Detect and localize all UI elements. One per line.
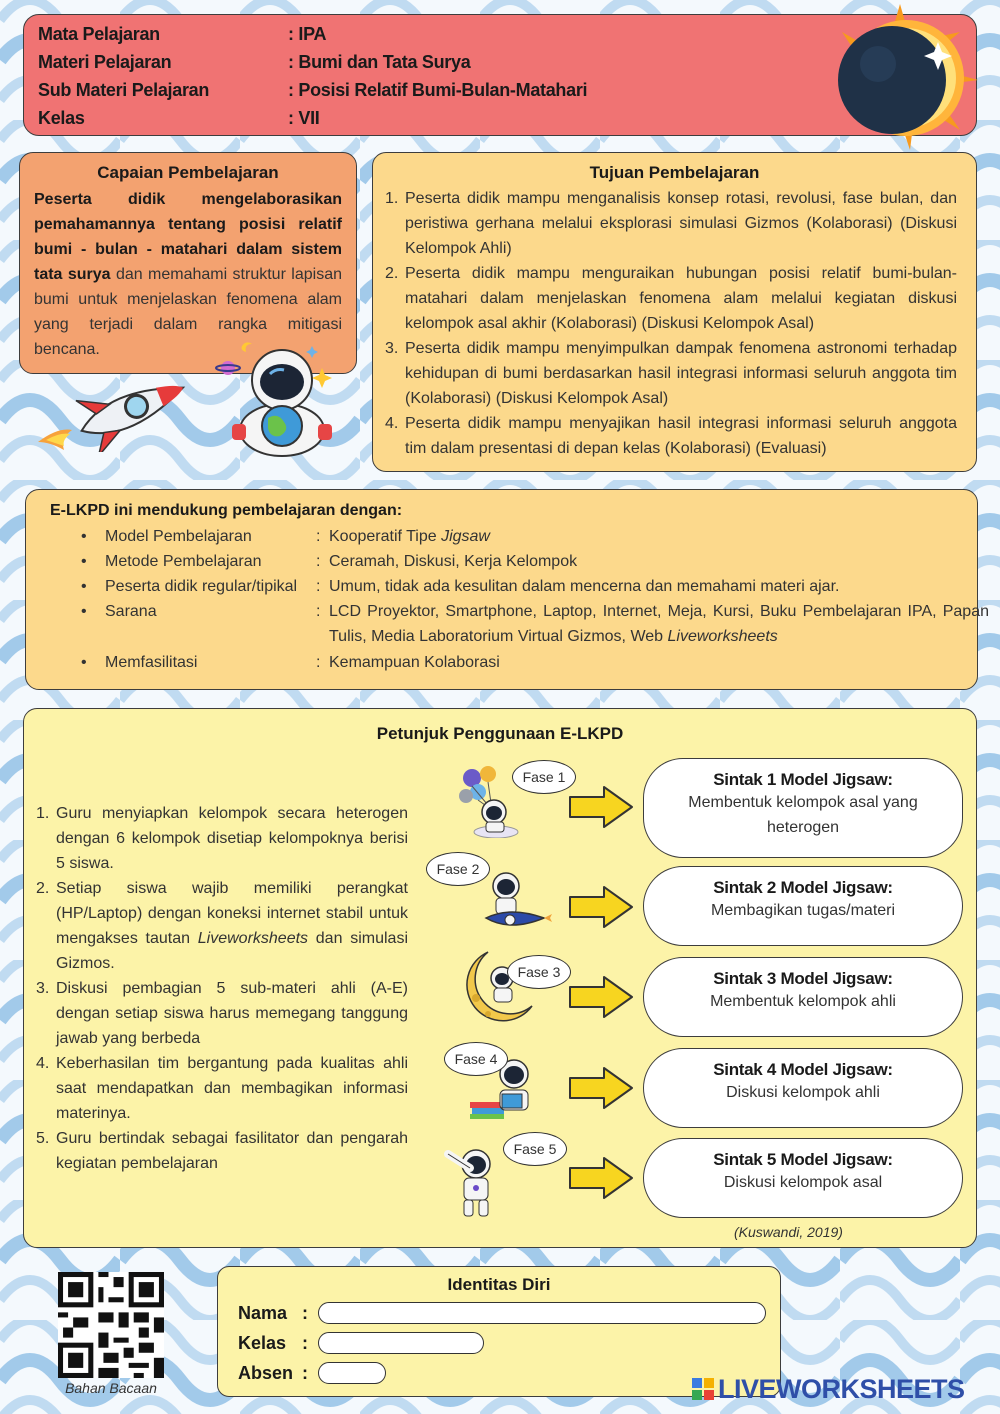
header-value: : IPA: [288, 24, 327, 44]
phase-bubble: Fase 2: [426, 852, 490, 886]
list-item-number: 3.: [385, 340, 399, 357]
list-item-text: Guru bertindak sebagai fasilitator dan pengarah kegiatan pembelajaran: [56, 1130, 408, 1172]
qr-caption: Bahan Bacaan: [65, 1380, 157, 1396]
petunjuk-title: Petunjuk Penggunaan E-LKPD: [376, 724, 624, 743]
absen-label: Absen: [238, 1363, 294, 1383]
header-value: : Bumi dan Tata Surya: [288, 52, 471, 72]
arrow-right-icon: [568, 785, 634, 829]
elkpd-row-value: Ceramah, Diskusi, Kerja Kelompok: [329, 553, 578, 570]
rocket-icon: [38, 372, 198, 452]
sintak-title: Sintak 2 Model Jigsaw:: [713, 878, 893, 897]
list-item: [24, 1126, 408, 1176]
bullet: •: [81, 603, 87, 620]
tujuan-title: Tujuan Pembelajaran: [589, 163, 760, 182]
sintak-desc: Diskusi kelompok asal: [723, 1174, 883, 1191]
elkpd-row-label: Peserta didik regular/tipikal: [105, 578, 298, 595]
list-item-text: Peserta didik mampu menyimpulkan dampak fenomena astronomi terhadap kehidupan di bumi berdasarkan hasil integrasi informasi seluruh anggota tim (Kolaborasi) (Diskusi Kelompok Asal): [405, 340, 957, 407]
elkpd-row-label: Model Pembelajaran: [105, 528, 252, 545]
qr-code[interactable]: [58, 1272, 164, 1378]
sintak-desc: Diskusi kelompok ahli: [726, 1084, 880, 1101]
value-italic: Jigsaw: [441, 528, 490, 545]
nama-input[interactable]: [318, 1302, 766, 1324]
list-item-text: Peserta didik mampu menganalisis konsep rotasi, revolusi, fase bulan, dan peristiwa gerhana melalui eksplorasi simulasi Gizmos (Kolaborasi) (Diskusi Kelompok Ahli): [405, 190, 957, 257]
colon: :: [302, 1363, 308, 1383]
elkpd-row-value: Kemampuan Kolaborasi: [329, 654, 500, 671]
list-item: [373, 186, 957, 261]
eclipse-icon: [820, 2, 980, 152]
capaian-rest-text: dan memahami struktur lapisan bumi untuk menjelaskan fenomena alam yang terjadi dalam rangka mitigasi bencana.: [34, 266, 343, 358]
header-label: Mata Pelajaran: [38, 24, 160, 44]
phase-bubble: Fase 3: [507, 955, 571, 989]
elkpd-row-value: Umum, tidak ada kesulitan dalam mencerna dan memahami materi ajar.: [329, 578, 840, 595]
arrow-right-icon: [568, 1156, 634, 1200]
colon: :: [316, 553, 321, 570]
liveworksheets-logo-icon: [692, 1378, 714, 1400]
arrow-right-icon: [568, 1066, 634, 1110]
list-item-number: 1.: [36, 805, 50, 822]
absen-input[interactable]: [318, 1362, 386, 1384]
list-item-text: Peserta didik mampu menguraikan hubungan posisi relatif bumi-bulan-matahari dalam menjelaskan fenomena alam melalui kegiatan diskusi kelompok asal akhir (Kolaborasi) (Diskusi Kelompok Asal): [405, 265, 957, 332]
sintak-card: [643, 957, 963, 1037]
phase-bubble: Fase 1: [512, 760, 576, 794]
astronaut-globe-icon: [212, 338, 352, 458]
header-label: Sub Materi Pelajaran: [38, 80, 210, 100]
petunjuk-list: [24, 801, 408, 1176]
list-item-number: 2.: [385, 265, 399, 282]
identitas-title: Identitas Diri: [447, 1275, 551, 1294]
arrow-right-icon: [568, 975, 634, 1019]
elkpd-panel: [25, 489, 989, 690]
list-item: [373, 336, 957, 411]
list-item-text: Setiap siswa wajib memiliki perangkat (HP/Laptop) dengan koneksi internet stabil untuk mengakses tautan: [56, 880, 408, 947]
capaian-text: [34, 187, 342, 362]
capaian-bold-text: Peserta didik mengelaborasikan pemahamannya tentang posisi relatif bumi - bulan - matahari dalam sistem tata surya: [34, 191, 342, 283]
list-item-number: 5.: [36, 1130, 50, 1147]
colon: :: [302, 1303, 308, 1323]
sintak-desc: Membentuk kelompok asal yang heterogen: [688, 794, 918, 836]
liveworksheets-logo-text: LIVEWORKSHEETS: [718, 1374, 965, 1404]
list-item-number: 4.: [385, 415, 399, 432]
list-item-number: 3.: [36, 980, 50, 997]
header-label: Kelas: [38, 108, 85, 128]
colon: :: [316, 603, 321, 620]
bullet: •: [81, 654, 87, 671]
bullet: •: [81, 578, 87, 595]
list-item-text: Peserta didik mampu menyajikan hasil integrasi informasi seluruh anggota tim dalam presentasi di depan kelas (Kolaborasi) (Evaluasi): [405, 415, 957, 457]
header-value: : VII: [288, 108, 320, 128]
value-italic: Liveworksheets: [667, 628, 778, 645]
list-item-number: 2.: [36, 880, 50, 897]
arrow-right-icon: [568, 885, 634, 929]
astronaut-rocket-icon: [470, 870, 554, 936]
kelas-input[interactable]: [318, 1332, 484, 1354]
phase-bubble: Fase 5: [503, 1132, 567, 1166]
list-item: [373, 411, 957, 461]
list-item-number: 4.: [36, 1055, 50, 1072]
phase-bubble: Fase 4: [444, 1042, 508, 1076]
bullet: •: [81, 528, 87, 545]
elkpd-row-label: Metode Pembelajaran: [105, 553, 262, 570]
list-item-text: dan simulasi Gizmos.: [56, 930, 408, 972]
sintak-card: [643, 1048, 963, 1128]
sintak-desc: Membentuk kelompok ahli: [710, 993, 896, 1010]
sintak-card: [643, 866, 963, 946]
elkpd-row-value: [329, 524, 989, 549]
tujuan-panel: [372, 152, 977, 472]
list-item: [24, 976, 408, 1051]
list-item: [24, 876, 408, 976]
sintak-card: [643, 758, 963, 858]
header-label: Materi Pelajaran: [38, 52, 172, 72]
header-value: : Posisi Relatif Bumi-Bulan-Matahari: [288, 80, 588, 100]
elkpd-row-value: [329, 599, 989, 649]
list-item-number: 1.: [385, 190, 399, 207]
colon: :: [316, 578, 321, 595]
colon: :: [316, 528, 321, 545]
elkpd-title: E-LKPD ini mendukung pembelajaran dengan:: [50, 502, 403, 519]
tujuan-list: [373, 186, 957, 461]
sintak-desc: Membagikan tugas/materi: [710, 902, 896, 919]
sintak-title: Sintak 1 Model Jigsaw:: [713, 770, 893, 789]
bullet: •: [81, 553, 87, 570]
value-text: Kooperatif Tipe: [329, 528, 442, 545]
sintak-title: Sintak 4 Model Jigsaw:: [713, 1060, 893, 1079]
capaian-title: Capaian Pembelajaran: [97, 163, 279, 182]
citation: (Kuswandi, 2019): [734, 1224, 843, 1240]
elkpd-row-label: Memfasilitasi: [105, 654, 198, 671]
list-item: [24, 801, 408, 876]
list-item-text: Guru menyiapkan kelompok secara heterogen dengan 6 kelompok disetiap kelompoknya berisi 5 siswa.: [56, 805, 408, 872]
sintak-card: [643, 1138, 963, 1218]
list-item-italic: Liveworksheets: [197, 930, 309, 947]
kelas-label: Kelas: [238, 1333, 287, 1353]
colon: :: [316, 654, 321, 671]
list-item: [24, 1051, 408, 1126]
list-item-text: Keberhasilan tim bergantung pada kualitas ahli saat mendapatkan dan membagikan informasi materinya.: [56, 1055, 408, 1122]
sintak-title: Sintak 3 Model Jigsaw:: [713, 969, 893, 988]
list-item: [373, 261, 957, 336]
value-text: LCD Proyektor, Smartphone, Laptop, Internet, Meja, Kursi, Buku Pembelajaran IPA, Papan Tulis, Media Laboratorium Virtual Gizmos, Web: [329, 603, 989, 645]
list-item-text: Diskusi pembagian 5 sub-materi ahli (A-E) dengan setiap siswa harus memegang tanggung jawab yang berbeda: [56, 980, 408, 1047]
sintak-title: Sintak 5 Model Jigsaw:: [713, 1150, 893, 1169]
elkpd-row-label: Sarana: [105, 603, 157, 620]
colon: :: [302, 1333, 308, 1353]
nama-label: Nama: [238, 1303, 288, 1323]
astronaut-dab-icon: [440, 1140, 512, 1218]
